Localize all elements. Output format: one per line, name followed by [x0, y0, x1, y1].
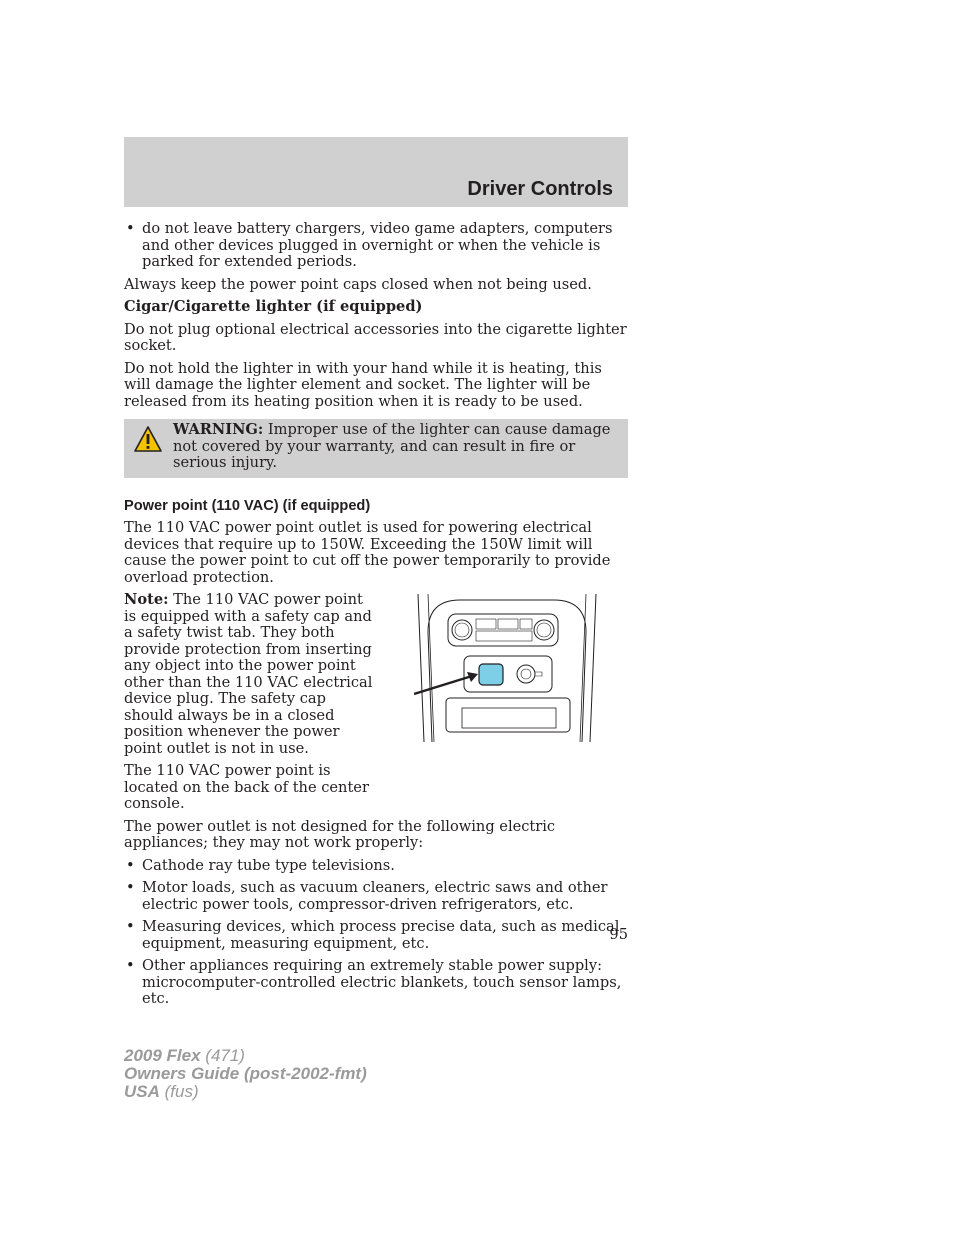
document-footer	[124, 1047, 367, 1101]
bullet-text: do not leave battery chargers, video game adapters, computers and other devices plugged in overnight or when the vehicle is parked for extended periods.	[142, 220, 613, 270]
list-item	[124, 919, 628, 952]
note-section	[124, 592, 628, 813]
footer-line-3	[124, 1083, 367, 1101]
list-item	[124, 880, 628, 913]
list-item	[124, 858, 628, 875]
warning-label: WARNING:	[173, 421, 264, 438]
bullet-text: Measuring devices, which process precise data, such as medical equipment, measuring equipment, etc.	[142, 918, 620, 952]
bullet-text: Cathode ray tube type televisions.	[142, 856, 395, 874]
note-text: The 110 VAC power point is equipped with a safety cap and a safety twist tab. They both provide protection from inserting any object into the power point other than the 110 VAC electrical device plug. The safety cap should always be in a closed position whenever the power point outlet is not in use.	[124, 591, 373, 757]
section-header-bar	[124, 137, 628, 207]
footer-market: USA	[124, 1082, 160, 1101]
warning-text: Improper use of the lighter can cause damage not covered by your warranty, and can result in fire or serious injury.	[173, 421, 611, 471]
list-item	[124, 221, 628, 271]
footer-model: 2009 Flex	[124, 1046, 201, 1065]
warning-box	[124, 419, 628, 478]
power-point-note	[124, 592, 376, 757]
lighter-para-2: Do not hold the lighter in with your hand while it is heating, this will damage the lighter element and socket. The lighter will be released from its heating position when it is ready to be used.	[124, 359, 602, 410]
page-number: 95	[609, 926, 628, 943]
footer-market-code: (fus)	[159, 1082, 199, 1101]
section-title: Driver Controls	[467, 178, 613, 200]
note-label: Note:	[124, 591, 169, 608]
warning-triangle-icon	[133, 425, 163, 453]
center-console-illustration	[414, 592, 600, 742]
bullet-dot: •	[126, 856, 135, 874]
power-point-location: The 110 VAC power point is located on the back of the center console.	[124, 762, 369, 812]
bullet-dot: •	[126, 918, 135, 935]
power-point-intro: The 110 VAC power point outlet is used for powering electrical devices that require up to 150W. Exceeding the 150W limit will cause the power point to cut off the power temporarily to provide overload protection.	[124, 519, 611, 586]
list-item	[124, 958, 628, 1008]
not-designed-intro: The power outlet is not designed for the following electric appliances; they may not work properly:	[124, 817, 556, 851]
footer-model-code: (471)	[200, 1046, 245, 1065]
caps-note: Always keep the power point caps closed when not being used.	[124, 275, 592, 293]
bullet-text: Motor loads, such as vacuum cleaners, electric saws and other electric power tools, compressor-driven refrigerators, etc.	[142, 879, 608, 913]
bullet-dot: •	[126, 879, 135, 896]
bullet-text: Other appliances requiring an extremely stable power supply: microcomputer-controlled electric blankets, touch sensor lamps, etc.	[142, 957, 622, 1007]
lighter-para-1: Do not plug optional electrical accessories into the cigarette lighter socket.	[124, 320, 627, 354]
bullet-dot: •	[126, 957, 135, 974]
page-content	[124, 221, 628, 1014]
power-point-heading: Power point (110 VAC) (if equipped)	[124, 497, 371, 514]
lighter-heading: Cigar/Cigarette lighter (if equipped)	[124, 298, 423, 315]
bullet-dot: •	[126, 220, 135, 237]
footer-line-1	[124, 1047, 367, 1065]
footer-line-2: Owners Guide (post-2002-fmt)	[124, 1064, 367, 1083]
